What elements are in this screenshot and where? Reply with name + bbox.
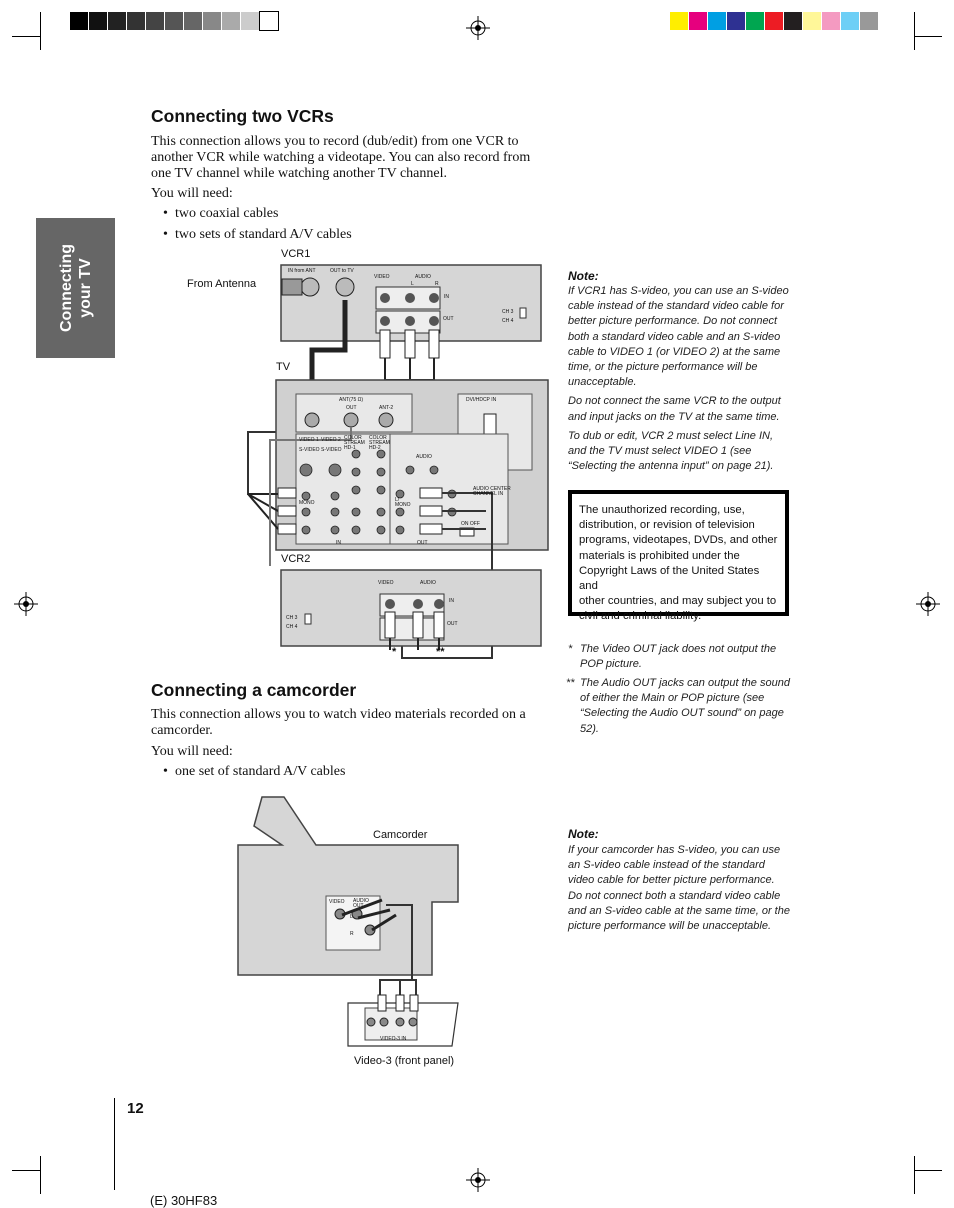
warning-line: other countries, and may subject you to	[579, 595, 777, 608]
note-line: video cable for better picture performance.	[568, 874, 775, 887]
list-item: • two coaxial cables	[151, 206, 352, 227]
note-line: If your camcorder has S-video, you can use	[568, 844, 781, 856]
color-stream-hd2-label: COLOR STREAM HD-2	[369, 435, 390, 451]
ch3-label: CH 3	[502, 309, 514, 315]
video-label: VIDEO	[374, 274, 390, 280]
vcr2-audio-label: AUDIO	[420, 580, 436, 586]
camcorder-r-label: R	[350, 931, 354, 937]
crop-mark	[40, 1156, 41, 1194]
antenna-cable-plug	[282, 279, 302, 295]
color-swatch	[70, 12, 88, 30]
front-panel-label: Video-3 (front panel)	[354, 1055, 455, 1067]
footer-rule	[114, 1098, 115, 1190]
vcr2-ch4-label: CH 4	[286, 624, 298, 630]
ch4-label: CH 4	[502, 318, 514, 324]
color-swatch	[203, 12, 221, 30]
color-swatch	[165, 12, 183, 30]
vcr1-label: VCR1	[281, 248, 311, 260]
note-line: picture performance will be unacceptable.	[568, 920, 772, 933]
section-title-camcorder: Connecting a camcorder	[151, 680, 357, 700]
requirements-list	[151, 764, 345, 785]
vcr2-out-label: OUT	[447, 621, 458, 627]
requirements-list	[151, 206, 352, 248]
video3-in-label: VIDEO-3 IN	[380, 1036, 407, 1042]
rca-plug	[405, 330, 415, 358]
crop-mark	[914, 1170, 942, 1171]
footnote-line: POP picture.	[580, 658, 642, 671]
note-line: and input jacks on the TV at the same time.	[568, 410, 780, 423]
camcorder-l-label: L	[350, 914, 353, 920]
list-item: • two sets of standard A/V cables	[151, 227, 352, 248]
crop-mark	[40, 12, 41, 50]
note-line: unacceptable.	[568, 376, 637, 389]
color-swatch	[127, 12, 145, 30]
footnote-mark: **	[566, 677, 575, 689]
section-tab-line2: your TV	[76, 258, 94, 318]
note-body	[568, 843, 793, 934]
registration-mark-icon	[916, 592, 940, 616]
you-will-need-label: You will need:	[151, 744, 233, 759]
s-video-label: S-VIDEO	[321, 447, 342, 453]
color-swatch	[241, 12, 259, 30]
color-swatch	[89, 12, 107, 30]
warning-line: materials is prohibited under the	[579, 549, 740, 562]
list-item: • one set of standard A/V cables	[151, 764, 345, 785]
note-line: an S-video cable instead of the standard	[568, 859, 765, 872]
color-swatch	[146, 12, 164, 30]
footnote-line: 52).	[580, 722, 599, 735]
crop-mark	[12, 1170, 40, 1171]
intro-line: This connection allows you to record (dub/edit) from one VCR to	[151, 134, 519, 149]
tv-label: TV	[276, 361, 291, 373]
vcr1-ant-in-jack	[301, 278, 319, 296]
in-from-ant-label: IN from ANT	[288, 268, 316, 274]
vcr2-video-label: VIDEO	[378, 580, 394, 586]
camcorder-label: Camcorder	[373, 829, 428, 841]
intro-line: camcorder.	[151, 723, 213, 738]
color-stream-hd1-label: COLOR STREAM HD-1	[344, 435, 365, 451]
ch-switch-icon	[520, 308, 526, 318]
note-line: time, or the picture performance will be	[568, 361, 758, 374]
note-line: To dub or edit, VCR 2 must select Line IN,	[568, 429, 774, 442]
section-tab	[36, 218, 115, 358]
out-to-tv-label: OUT to TV	[330, 268, 354, 274]
color-swatch	[803, 12, 821, 30]
footnote-marker-2: **	[436, 646, 445, 658]
color-swatch	[670, 12, 688, 30]
crop-mark	[914, 12, 915, 50]
video2-label: VIDEO 2	[321, 437, 341, 443]
warning-line: The unauthorized recording, use,	[579, 504, 745, 516]
registration-mark-icon	[14, 592, 38, 616]
color-swatch	[841, 12, 859, 30]
note-line: both a standard video cable and an S-video	[568, 330, 781, 343]
color-swatch	[689, 12, 707, 30]
color-swatch	[746, 12, 764, 30]
av-cable-fanout	[248, 494, 278, 529]
section-tab-line1: Connecting	[57, 244, 75, 332]
color-swatch	[222, 12, 240, 30]
rca-plug	[429, 330, 439, 358]
section-title-two-vcrs: Connecting two VCRs	[151, 106, 334, 126]
section2-intro	[151, 707, 551, 739]
note-body	[568, 284, 793, 474]
vcr2-in-label: IN	[449, 598, 454, 604]
footnote-2	[580, 676, 795, 737]
rca-plug	[380, 330, 390, 358]
audio-center-channel-label: AUDIO CENTER CHANNEL IN	[473, 486, 511, 497]
note-line: cable instead of the standard video cable for	[568, 300, 784, 313]
color-swatch	[708, 12, 726, 30]
on-off-label: ON OFF	[461, 521, 480, 527]
color-swatch	[765, 12, 783, 30]
out-label: OUT	[443, 316, 454, 322]
s-video-label: S-VIDEO	[299, 447, 320, 453]
model-number: (E) 30HF83	[150, 1193, 218, 1208]
page-number: 12	[127, 1100, 144, 1117]
vcr1-ant-out-jack	[336, 278, 354, 296]
crop-mark	[914, 1156, 915, 1194]
color-swatch	[784, 12, 802, 30]
note-title: Note:	[568, 269, 599, 283]
note-line: better picture performance. Do not connect	[568, 315, 778, 328]
color-swatch	[184, 12, 202, 30]
tv-out-label: OUT	[417, 540, 428, 546]
copyright-warning-box	[568, 490, 789, 623]
color-swatch	[727, 12, 745, 30]
warning-line: civil and criminal liability.	[579, 610, 702, 623]
camcorder-audio-out-label: AUDIO OUT	[353, 898, 369, 909]
audio-label: AUDIO	[415, 274, 431, 280]
vcr2-ch3-label: CH 3	[286, 615, 298, 621]
color-swatch	[822, 12, 840, 30]
footnote-line: The Audio OUT jacks can output the sound	[580, 677, 790, 689]
ant-75-label: ANT(75 Ω)	[339, 397, 364, 403]
color-swatch	[860, 12, 878, 30]
warning-line: distribution, or revision of television	[579, 519, 755, 532]
footnote-line: The Video OUT jack does not output the	[580, 643, 777, 655]
section1-intro	[151, 134, 551, 182]
mono-label: MONO	[299, 500, 315, 506]
note-line: Do not connect the same VCR to the output	[568, 395, 781, 408]
crop-mark	[914, 36, 942, 37]
r-label: R	[435, 281, 439, 287]
video1-label: VIDEO 1	[299, 437, 319, 443]
footnote-marker-1: *	[392, 646, 397, 658]
camcorder-video-label: VIDEO	[329, 899, 345, 905]
l-mono-label: L/ MONO	[395, 497, 411, 508]
warning-line: programs, videotapes, DVDs, and other	[579, 534, 778, 547]
tv-ant-jack	[305, 413, 319, 427]
note-line: and an S-video cable at the same time, or the	[568, 904, 790, 917]
vcr2-label: VCR2	[281, 553, 311, 565]
ch-switch-icon	[305, 614, 311, 624]
from-antenna-label: From Antenna	[187, 278, 257, 290]
intro-line: another VCR while watching a videotape. You can also record from	[151, 150, 531, 165]
dvi-hdcp-label: DVI/HDCP IN	[466, 397, 497, 403]
tv-in-label: IN	[336, 540, 341, 546]
note-line: “Selecting the antenna input” on page 21).	[568, 460, 774, 473]
intro-line: one TV channel while watching another TV channel.	[151, 166, 447, 181]
registration-mark-icon	[466, 1168, 490, 1192]
in-label: IN	[444, 294, 449, 300]
note-line: cable to VIDEO 1 (or VIDEO 2) at the same	[568, 345, 781, 358]
note-title: Note:	[568, 827, 599, 841]
footnote-line: of either the Main or POP picture (see	[580, 692, 765, 705]
you-will-need-label: You will need:	[151, 186, 233, 201]
warning-line: Copyright Laws of the United States and	[579, 564, 760, 593]
l-label: L	[411, 281, 414, 287]
registration-mark-icon	[466, 16, 490, 40]
intro-line: This connection allows you to watch video materials recorded on a	[151, 707, 526, 722]
footnote-1	[580, 642, 795, 672]
ant2-label: ANT-2	[379, 405, 394, 411]
color-swatch	[108, 12, 126, 30]
footnote-line: “Selecting the Audio OUT sound” on page	[580, 707, 784, 720]
note-line: and the TV must select VIDEO 1 (see	[568, 445, 752, 458]
note-line: If VCR1 has S-video, you can use an S-video	[568, 285, 789, 297]
audio-label: AUDIO	[416, 454, 432, 460]
color-swatch	[260, 12, 278, 30]
footnote-mark: *	[568, 643, 573, 655]
crop-mark	[12, 36, 40, 37]
ant-out-label: OUT	[346, 405, 357, 411]
note-line: Do not connect both a standard video cable	[568, 889, 781, 902]
camcorder-connection-diagram	[230, 795, 470, 1050]
